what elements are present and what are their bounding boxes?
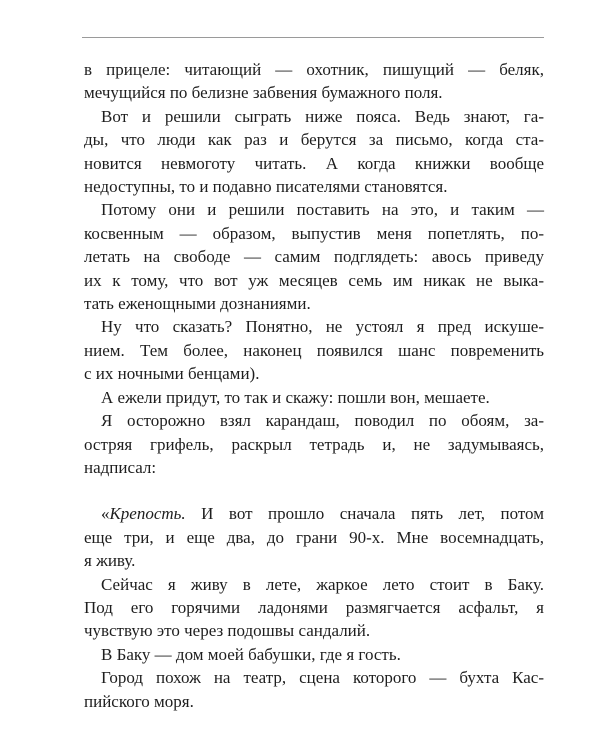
text-line: ды, что люди как раз и берутся за письмо, когда ста- xyxy=(84,130,544,150)
paragraph-5 xyxy=(84,386,544,409)
line-rest: И вот прошло сначала пять лет, потом xyxy=(185,504,544,524)
text-line: в прицеле: читающий — охотник, пишущий — беляк, xyxy=(84,60,544,79)
paragraph-7 xyxy=(84,502,544,572)
text-line: Под его горячими ладонями размягчается асфальт, я xyxy=(84,597,544,617)
text-line: Потому они и решили поставить на это, и таким — xyxy=(101,200,544,220)
open-quote: « xyxy=(101,504,110,524)
header-rule xyxy=(82,37,544,38)
text-line: остряя грифель, раскрыл тетрадь и, не задумываясь, xyxy=(84,434,544,454)
body-text xyxy=(84,58,544,713)
paragraph-9 xyxy=(84,643,544,666)
text-line: с их ночными бенцами). xyxy=(84,364,260,384)
italic-title: Крепость. xyxy=(109,504,186,524)
paragraph-3 xyxy=(84,198,544,315)
text-line: надписал: xyxy=(84,457,157,477)
paragraph-8 xyxy=(84,573,544,643)
text-line: нием. Тем более, наконец появился шанс повременить xyxy=(84,340,544,360)
text-line: летать на свободе — самим подглядеть: авось приведу xyxy=(84,247,544,267)
text-line: их к тому, что вот уж месяцев семь им никак не выка- xyxy=(84,270,544,290)
text-line: А ежели придут, то так и скажу: пошли вон, мешаете. xyxy=(101,387,490,407)
text-line xyxy=(84,502,544,525)
paragraph-2 xyxy=(84,105,544,199)
paragraph-1 xyxy=(84,58,544,105)
text-line: В Баку — дом моей бабушки, где я гость. xyxy=(101,644,401,664)
paragraph-4 xyxy=(84,315,544,385)
text-line: Город похож на театр, сцена которого — бухта Кас- xyxy=(101,668,544,688)
text-line: я живу. xyxy=(84,551,136,571)
text-line: Я осторожно взял карандаш, поводил по обоям, за- xyxy=(101,411,544,431)
text-line: Сейчас я живу в лете, жаркое лето стоит в Баку. xyxy=(101,574,544,594)
text-line: чувствую это через подошвы сандалий. xyxy=(84,621,371,641)
paragraph-6 xyxy=(84,409,544,479)
text-line: Вот и решили сыграть ниже пояса. Ведь знают, га- xyxy=(101,106,544,126)
text-line: мечущийся по белизне забвения бумажного поля. xyxy=(84,83,443,103)
text-line: пийского моря. xyxy=(84,691,194,711)
paragraph-10 xyxy=(84,666,544,713)
text-line: косвенным — образом, выпустив меня попетлять, по- xyxy=(84,223,544,243)
paragraph-spacer xyxy=(84,479,544,502)
text-line: еще три, и еще два, до грани 90-х. Мне восемнадцать, xyxy=(84,527,544,547)
text-line: тать еженощными дознаниями. xyxy=(84,294,311,314)
text-line: недоступны, то и подавно писателями становятся. xyxy=(84,177,448,197)
text-line: новится невмоготу читать. А когда книжки вообще xyxy=(84,153,544,173)
text-line: Ну что сказать? Понятно, не устоял я пред искуше- xyxy=(101,317,544,337)
